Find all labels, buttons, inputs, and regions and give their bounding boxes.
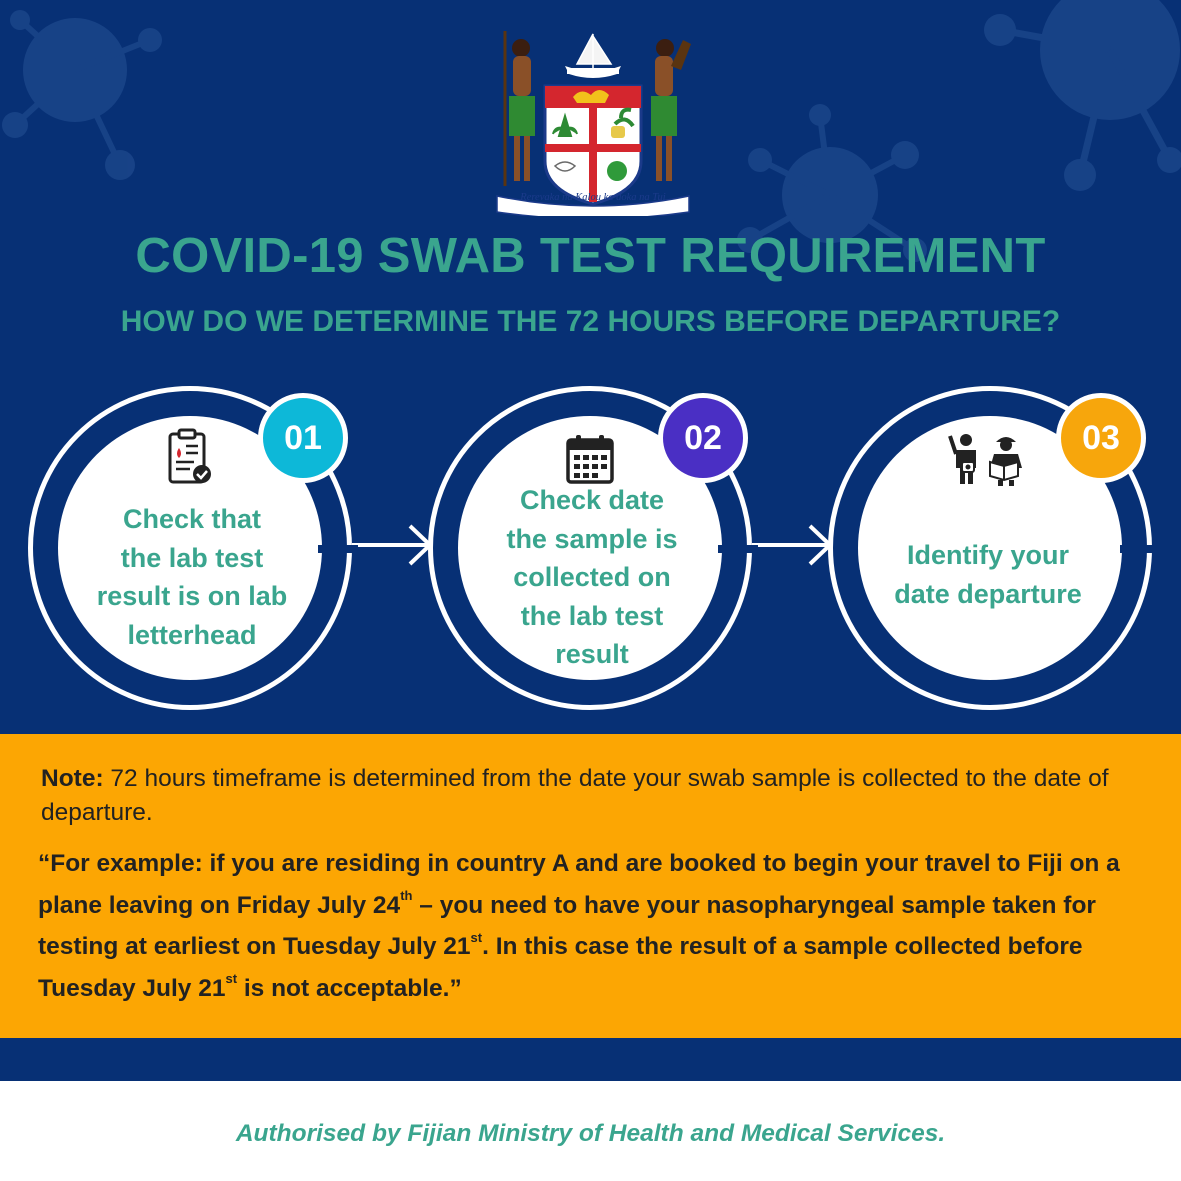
ring-gap — [718, 545, 758, 553]
step-text: Check date the sample is collected on the lab test result — [506, 485, 678, 669]
note-paragraph — [41, 762, 1141, 830]
coat-of-arms-emblem — [493, 26, 693, 216]
arrow-right-icon — [352, 522, 434, 568]
page-subtitle: HOW DO WE DETERMINE THE 72 HOURS BEFORE DEPARTURE? — [120, 305, 1061, 338]
ring-gap — [318, 545, 358, 553]
step-text: Identify your date departure — [894, 540, 1082, 609]
virus-icon — [0, 0, 200, 200]
step-number-badge: 03 — [1056, 393, 1146, 483]
ring-gap — [1120, 545, 1160, 553]
virus-icon — [960, 0, 1181, 200]
clipboard-blood-test-icon — [166, 428, 214, 486]
page-title: COVID-19 SWAB TEST REQUIREMENT — [135, 229, 1046, 283]
step-number-badge: 01 — [258, 393, 348, 483]
travellers-icon — [944, 432, 1034, 486]
example-paragraph: “For example: if you are residing in country A and are booked to begin your travel to Fiji on a plane leaving on Friday July 24th – you need to have your nasopharyngeal sample taken for testing at earliest on Tuesday July 21st. In this case the result of a sample collected before Tuesday July 21st is not acceptable.” — [38, 850, 1120, 1002]
calendar-icon — [566, 434, 614, 484]
note-label: Note: — [41, 765, 104, 792]
crest-motto: Rerevaka na Kalou ka doka na Tui — [520, 192, 666, 203]
note-text: 72 hours timeframe is determined from the date your swab sample is collected to the date of departure. — [41, 765, 1109, 826]
footer-authorisation: Authorised by Fijian Ministry of Health and Medical Services. — [235, 1120, 946, 1147]
step-text: Check that the lab test result is on lab letterhead — [96, 504, 288, 650]
step-number-badge: 02 — [658, 393, 748, 483]
arrow-right-icon — [752, 522, 834, 568]
